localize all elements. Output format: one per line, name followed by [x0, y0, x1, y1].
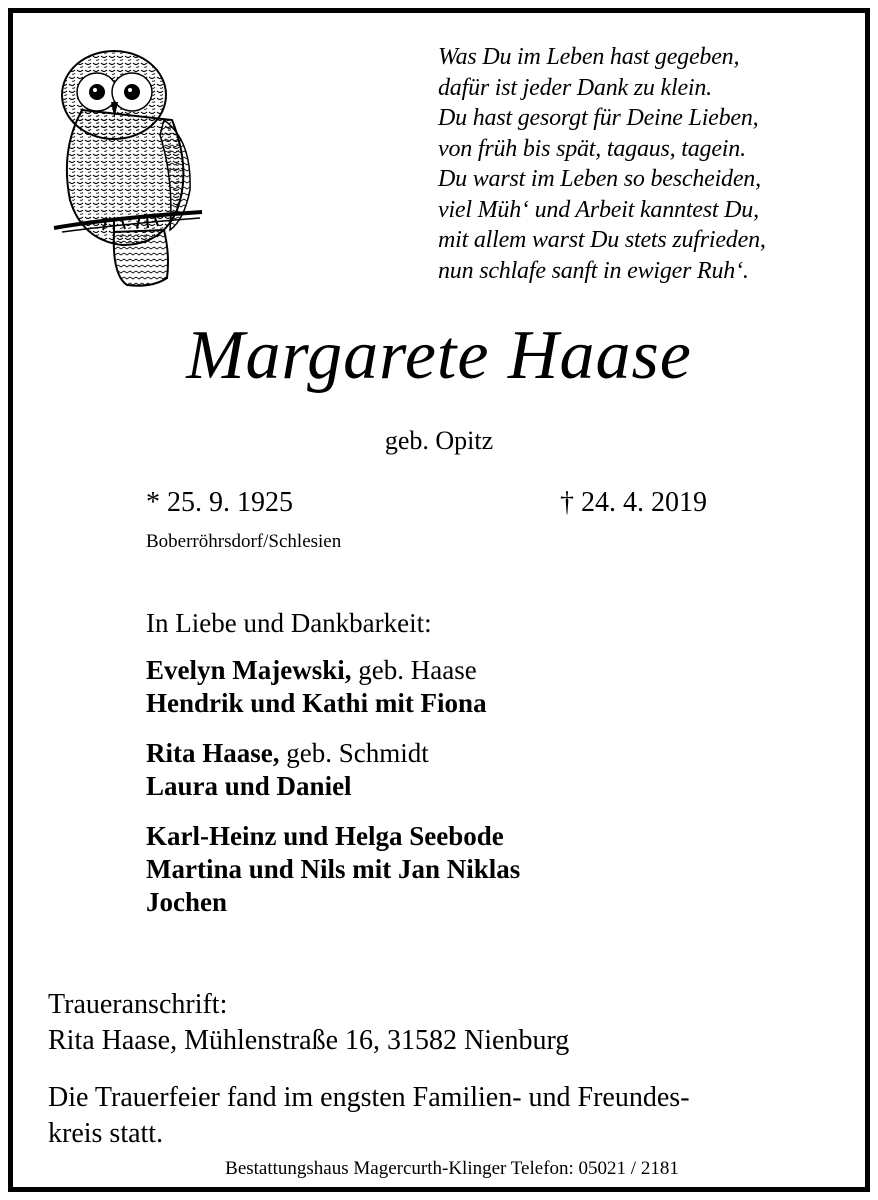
deceased-name: Margarete Haase	[186, 317, 692, 394]
mourner-line	[146, 820, 520, 853]
poem-line: nun schlafe sanft in ewiger Ruh‘.	[438, 257, 749, 284]
mourner-line	[146, 654, 520, 687]
mourner-name: Martina und Nils mit Jan Niklas	[146, 854, 521, 884]
poem-line: mit allem warst Du stets zufrieden,	[438, 227, 766, 253]
mourner-note: geb. Schmidt	[279, 738, 429, 768]
mourner-line	[146, 770, 520, 803]
poem-line: viel Müh‘ und Arbeit kanntest Du,	[438, 196, 759, 223]
birthplace: Boberröhrsdorf/Schlesien	[146, 531, 342, 552]
mourner-line	[146, 737, 520, 770]
mourner-name: Jochen	[146, 887, 227, 917]
poem-line: Du warst im Leben so bescheiden,	[438, 166, 761, 192]
mourner-group	[146, 820, 520, 919]
poem	[438, 42, 858, 286]
mourner-name: Evelyn Majewski,	[146, 655, 352, 685]
mourner-name: Karl-Heinz und Helga Seebode	[146, 821, 504, 851]
poem-line: Du hast gesorgt für Deine Lieben,	[438, 105, 759, 131]
mourner-group	[146, 737, 520, 803]
funeral-home-footer: Bestattungshaus Magercurth-Klinger Telefon: 05021 / 2181	[130, 1155, 774, 1183]
service-note	[48, 1080, 838, 1152]
birth-date: * 25. 9. 1925	[146, 487, 293, 518]
mourner-name: Rita Haase,	[146, 738, 280, 768]
owl-icon	[52, 40, 212, 290]
condolence-address	[48, 987, 569, 1059]
service-line: kreis statt.	[48, 1118, 164, 1149]
mourner-name: Hendrik und Kathi mit Fiona	[146, 688, 487, 718]
mourner-name: Laura und Daniel	[146, 771, 352, 801]
address-label: Traueranschrift:	[48, 989, 228, 1020]
mourner-group	[146, 654, 520, 720]
poem-line: von früh bis spät, tagaus, tagein.	[438, 135, 746, 162]
mourners-list	[146, 654, 520, 936]
mourner-line	[146, 853, 520, 886]
poem-line: dafür ist jeder Dank zu klein.	[438, 74, 712, 101]
poem-line: Was Du im Leben hast gegeben,	[438, 44, 740, 70]
death-date: † 24. 4. 2019	[560, 487, 707, 518]
address-value: Rita Haase, Mühlenstraße 16, 31582 Nienburg	[48, 1025, 570, 1056]
mourner-line	[146, 886, 520, 919]
mourner-line	[146, 687, 520, 720]
maiden-name: geb. Opitz	[384, 426, 494, 455]
dedication: In Liebe und Dankbarkeit:	[146, 608, 432, 638]
mourner-note: geb. Haase	[351, 655, 477, 685]
service-line: Die Trauerfeier fand im engsten Familien- und Freundes-	[48, 1082, 690, 1113]
